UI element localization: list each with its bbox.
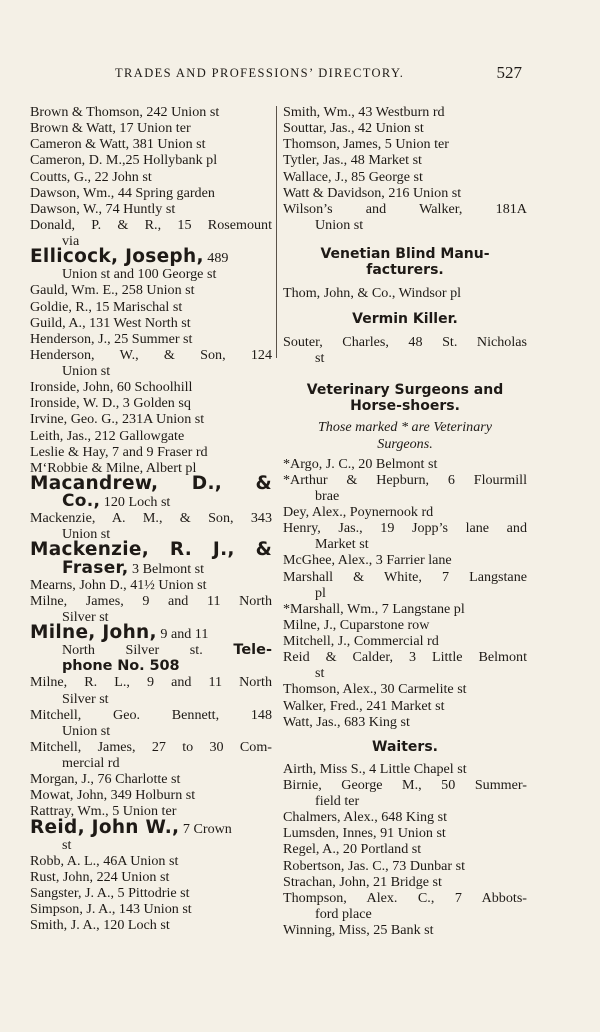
directory-entry: Thomson, Alex., 30 Carmelite st bbox=[283, 681, 467, 698]
directory-entry: Mackenzie, A. M., & Son, 343 bbox=[30, 510, 272, 527]
entry-list bbox=[30, 674, 272, 819]
entry-continuation: Union st bbox=[62, 363, 111, 379]
directory-entry: *Marshall, Wm., 7 Langstane pl bbox=[283, 600, 465, 617]
directory-entry: Milne, J., Cuparstone row bbox=[283, 616, 430, 633]
heading-line: Veterinary Surgeons and bbox=[306, 382, 504, 399]
mackenzie-rj-entry bbox=[30, 539, 272, 578]
directory-entry: Airth, Miss S., 4 Little Chapel st bbox=[283, 760, 467, 777]
directory-entry: Robertson, Jas. C., 73 Dunbar st bbox=[283, 857, 466, 874]
entry-continuation: st bbox=[315, 350, 325, 367]
directory-entry: Rust, John, 224 Union st bbox=[30, 868, 170, 885]
directory-entry: Dey, Alex., Poynernook rd bbox=[283, 504, 434, 520]
entry-text: 7 Crown bbox=[179, 820, 232, 837]
entry-list bbox=[283, 761, 527, 938]
directory-entry: Marshall & White, 7 Langstane bbox=[283, 568, 527, 585]
entry-continuation: Union st and 100 George st bbox=[62, 266, 217, 283]
directory-entry: Watt & Davidson, 216 Union st bbox=[283, 184, 462, 201]
entry-continuation: ford place bbox=[315, 905, 372, 922]
entry-continuation: Market st bbox=[315, 536, 369, 553]
entry-continuation: Union st bbox=[315, 216, 364, 233]
directory-entry: Dawson, Wm., 44 Spring garden bbox=[30, 184, 215, 201]
milne-john-entry bbox=[30, 622, 272, 675]
directory-entry: Morgan, J., 76 Charlotte st bbox=[30, 771, 181, 788]
directory-entry: McGhee, Alex., 3 Farrier lane bbox=[283, 552, 452, 569]
directory-entry: Smith, J. A., 120 Loch st bbox=[30, 917, 170, 934]
entry-text: North Silver st. bbox=[62, 642, 203, 659]
note-line: Those marked * are Veterinary bbox=[317, 419, 493, 436]
directory-entry: Souter, Charles, 48 St. Nicholas bbox=[283, 334, 527, 351]
directory-entry: Mowat, John, 349 Holburn st bbox=[30, 787, 196, 804]
advertiser-name: Milne, John, bbox=[30, 622, 157, 643]
directory-entry: Guild, A., 131 West North st bbox=[30, 314, 191, 331]
advertiser-name: Mackenzie, R. J., & bbox=[30, 539, 272, 561]
entry-list bbox=[283, 104, 527, 233]
directory-entry: Mitchell, J., Commercial rd bbox=[283, 633, 439, 649]
directory-entry: Smith, Wm., 43 Westburn rd bbox=[283, 104, 445, 120]
advertiser-name: Ellicock, Joseph, bbox=[30, 246, 204, 268]
section-heading-vermin-killer: Vermin Killer. bbox=[352, 311, 458, 328]
directory-entry: Souttar, Jas., 42 Union st bbox=[283, 120, 424, 137]
entry-continuation: Silver st bbox=[62, 690, 109, 707]
entry-text: 9 and 11 bbox=[156, 626, 209, 642]
left-column bbox=[30, 104, 272, 933]
telephone-label: Tele- bbox=[233, 642, 272, 659]
directory-entry: Henderson, W., & Son, 124 bbox=[30, 346, 272, 363]
directory-entry: Wallace, J., 85 George st bbox=[283, 168, 423, 185]
directory-entry: Leith, Jas., 212 Gallowgate bbox=[30, 427, 185, 444]
directory-entry: Lumsden, Innes, 91 Union st bbox=[283, 825, 446, 842]
section-heading-waiters: Waiters. bbox=[372, 738, 438, 755]
entry-continuation: st bbox=[315, 665, 325, 682]
section-heading-venetian-blind bbox=[283, 246, 527, 278]
entry-list bbox=[30, 104, 272, 249]
directory-entry: Regel, A., 20 Portland st bbox=[283, 841, 422, 858]
macandrew-entry bbox=[30, 472, 272, 511]
heading-line: Venetian Blind Manu- bbox=[320, 246, 490, 262]
entry-list bbox=[283, 285, 527, 301]
advertiser-name: Reid, John W., bbox=[30, 816, 180, 838]
entry-list bbox=[30, 510, 272, 542]
directory-entry: Chalmers, Alex., 648 King st bbox=[283, 809, 448, 826]
telephone-number: phone No. 508 bbox=[62, 658, 180, 675]
directory-entry: *Argo, J. C., 20 Belmont st bbox=[283, 455, 438, 472]
page-header bbox=[30, 63, 522, 88]
directory-entry: Leslie & Hay, 7 and 9 Fraser rd bbox=[30, 443, 208, 460]
directory-entry: Robb, A. L., 46A Union st bbox=[30, 852, 179, 869]
directory-entry: Birnie, George M., 50 Summer- bbox=[283, 776, 527, 793]
directory-entry: Dawson, W., 74 Huntly st bbox=[30, 200, 176, 217]
section-heading-veterinary bbox=[283, 382, 527, 414]
directory-entry: Irvine, Geo. G., 231A Union st bbox=[30, 411, 205, 428]
entry-continuation: pl bbox=[315, 584, 326, 601]
directory-entry: Milne, James, 9 and 11 North bbox=[30, 592, 272, 609]
directory-entry: Thomson, James, 5 Union ter bbox=[283, 136, 449, 153]
directory-entry: Coutts, G., 22 John st bbox=[30, 168, 152, 185]
advertiser-name-cont: Fraser, bbox=[62, 557, 129, 578]
column-divider bbox=[276, 106, 277, 358]
page-number: 527 bbox=[496, 63, 522, 82]
heading-line: facturers. bbox=[366, 262, 444, 278]
heading-line: Horse-shoers. bbox=[350, 398, 460, 415]
entry-continuation: brae bbox=[315, 487, 340, 504]
entry-list bbox=[283, 456, 527, 730]
entry-list bbox=[30, 577, 272, 625]
directory-entry: *Arthur & Hepburn, 6 Flourmill bbox=[283, 471, 527, 488]
directory-entry: Cameron, D. M.,25 Hollybank pl bbox=[30, 152, 218, 169]
directory-entry: Simpson, J. A., 143 Union st bbox=[30, 901, 192, 918]
entry-continuation: field ter bbox=[315, 793, 360, 809]
directory-entry: Walker, Fred., 241 Market st bbox=[283, 697, 445, 714]
ellicock-entry bbox=[30, 246, 272, 283]
directory-entry: Thompson, Alex. C., 7 Abbots- bbox=[283, 889, 527, 906]
directory-entry: Sangster, J. A., 5 Pittodrie st bbox=[30, 885, 190, 901]
entry-list bbox=[30, 853, 272, 934]
directory-entry: Cameron & Watt, 381 Union st bbox=[30, 136, 206, 153]
entry-text: 489 bbox=[203, 250, 229, 267]
right-column bbox=[283, 104, 527, 938]
advertiser-name: Macandrew, D., & bbox=[30, 472, 272, 494]
running-title: TRADES AND PROFESSIONS’ DIRECTORY. bbox=[115, 66, 405, 80]
directory-entry: Ironside, W. D., 3 Golden sq bbox=[30, 395, 191, 412]
directory-entry: Donald, P. & R., 15 Rosemount bbox=[30, 216, 272, 233]
entry-list bbox=[283, 334, 527, 366]
directory-entry: Rattray, Wm., 5 Union ter bbox=[30, 803, 177, 820]
directory-entry: Ironside, John, 60 Schoolhill bbox=[30, 379, 193, 396]
entry-text: 120 Loch st bbox=[100, 494, 171, 510]
directory-entry: Henry, Jas., 19 Jopp’s lane and bbox=[283, 520, 527, 537]
entry-list bbox=[30, 282, 272, 476]
directory-entry: Henderson, J., 25 Summer st bbox=[30, 330, 193, 347]
directory-entry: Tytler, Jas., 48 Market st bbox=[283, 152, 422, 169]
directory-entry: Goldie, R., 15 Marischal st bbox=[30, 298, 183, 315]
directory-entry: Brown & Thomson, 242 Union st bbox=[30, 104, 220, 120]
note-line: Surgeons. bbox=[377, 435, 433, 452]
directory-entry: Mitchell, James, 27 to 30 Com- bbox=[30, 738, 272, 755]
directory-entry: Reid & Calder, 3 Little Belmont bbox=[283, 649, 527, 666]
directory-entry: Mearns, John D., 41½ Union st bbox=[30, 576, 207, 593]
directory-entry: Strachan, John, 21 Bridge st bbox=[283, 873, 442, 890]
entry-continuation: Union st bbox=[62, 722, 111, 739]
advertiser-name-cont: Co., bbox=[62, 491, 101, 511]
directory-entry: Wilson’s and Walker, 181A bbox=[283, 200, 527, 217]
veterinary-note bbox=[283, 419, 527, 451]
entry-continuation: via bbox=[62, 233, 80, 249]
reid-entry bbox=[30, 816, 272, 853]
directory-entry: Winning, Miss, 25 Bank st bbox=[283, 922, 434, 938]
directory-entry: Watt, Jas., 683 King st bbox=[283, 713, 410, 730]
entry-continuation: mercial rd bbox=[62, 755, 120, 771]
directory-entry: M‘Robbie & Milne, Albert pl bbox=[30, 459, 197, 476]
directory-entry: Milne, R. L., 9 and 11 North bbox=[30, 674, 272, 691]
entry-continuation: Union st bbox=[62, 526, 111, 543]
directory-entry: Brown & Watt, 17 Union ter bbox=[30, 120, 191, 137]
entry-continuation: Silver st bbox=[62, 608, 109, 625]
directory-entry: Thom, John, & Co., Windsor pl bbox=[283, 285, 462, 301]
directory-entry: Gauld, Wm. E., 258 Union st bbox=[30, 282, 195, 299]
entry-continuation: st bbox=[62, 836, 72, 853]
entry-text: 3 Belmont st bbox=[128, 560, 205, 577]
directory-entry: Mitchell, Geo. Bennett, 148 bbox=[30, 706, 272, 723]
